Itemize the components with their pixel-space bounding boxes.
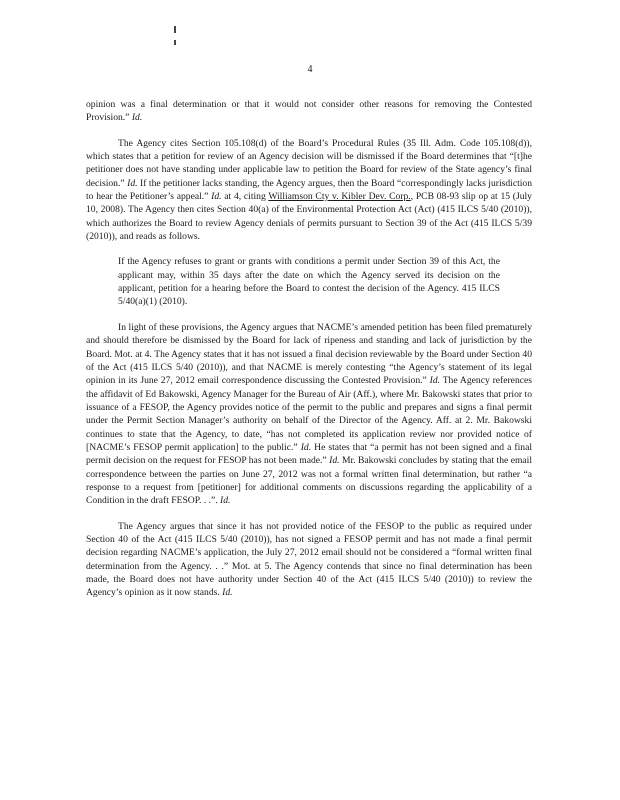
text-run: , PCB 08-93 slip op at 15 (July 10, 2008). The Agency then cites Section 40(a) of the Environmental Protection Act (Act) (415 ILCS 5/40 (2010)), which authorizes the Board to review Agency denials of permits pursuant to Section 39 of the Act (415 ILCS 5/39 (2010)), and reads as follows. (86, 191, 532, 243)
citation-id: Id. (127, 177, 138, 189)
text-run: He states that “a permit has not been signed and a final permit decision on the request for FESOP has not been made.” (86, 441, 533, 467)
body-paragraph (86, 520, 532, 600)
text-run: The Agency argues that since it has not provided notice of the FESOP to the public as required under Section 40 of the Act (415 ILCS 5/40 (2010)), has not signed a FESOP permit and has not made a final permit decision regarding NACME’s application, the July 27, 2012 email should not be considered a “formal written final determination from the Agency. . .” Mot. at 5. The Agency contends that since no final determination has been made, the Board does not have authority under Section 40 of the Act (415 ILCS 5/40 (2010)) to review the Agency’s opinion as it now stands. (86, 520, 532, 599)
text-run: Mr. Bakowski concludes by stating that the email correspondence between the parties on June 27, 2012 was not a formal written final determination, but rather “a response to a request from [petitioner] for additional comments on discussions regarding the applicability of a Condition in the draft FESOP. . .”. (86, 455, 533, 507)
body-paragraph (86, 137, 532, 244)
citation-id: Id. (222, 587, 233, 599)
document-body (86, 98, 532, 612)
citation-id: Id. (300, 441, 312, 453)
scan-artifact-mark (174, 40, 176, 45)
citation-id: Id. (329, 455, 340, 467)
case-name: Williamson Cty v. Kibler Dev. Corp. (268, 191, 411, 203)
block-quote (118, 255, 500, 308)
citation-id: Id. (220, 495, 231, 507)
body-paragraph (86, 98, 532, 125)
text-run: opinion was a final determination or that it would not consider other reasons for removing the Contested Provision.” (86, 99, 532, 124)
text-run: The Agency cites Section 105.108(d) of the Board’s Procedural Rules (35 Ill. Adm. Code 105.108(d)), which states that a petition for review of an Agency decision will be dismissed if the Board determines that “[t]he petitioner does not have standing under applicable law to petition the Board for review of the State agency’s final decision.” (86, 137, 532, 189)
body-paragraph (86, 321, 532, 508)
scan-artifact-mark (174, 26, 176, 33)
text-run: In light of these provisions, the Agency argues that NACME’s amended petition has been filed prematurely and should therefore be dismissed by the Board for lack of ripeness and standing and lack of jurisdiction by the Board. Mot. at 4. The Agency states that it has not issued a final decision reviewable by the Board under Section 40 of the Act (415 ILCS 5/40 (2010)), and that NACME is merely contesting “the Agency’s statement of its legal opinion in its June 27, 2012 email correspondence discussing the Contested Provision.” (86, 321, 532, 387)
text-run: The Agency references the affidavit of Ed Bakowski, Agency Manager for the Bureau of Air (Aff.), where Mr. Bakowski states that prior to issuance of a FESOP, the Agency provides notice of the permit to the public and prepares and signs a final permit under the Permit Section Manager’s authority on behalf of the Director of the Agency. Aff. at 2. Mr. Bakowski continues to state that the Agency, to date, “has not completed its application review nor provided notice of [NACME’s FESOP permit application] to the public.” (86, 375, 532, 453)
citation-id: Id. (131, 112, 143, 124)
text-run: If the petitioner lacks standing, the Agency argues, then the Board “correspondingly lacks jurisdiction to hear the Petitioner’s appeal.” (86, 177, 533, 203)
text-run: at 4, citing (221, 191, 269, 203)
page-number: 4 (307, 64, 313, 75)
citation-id: Id. (429, 375, 441, 387)
citation-id: Id. (211, 191, 222, 203)
text-run: If the Agency refuses to grant or grants with conditions a permit under Section 39 of this Act, the applicant may, within 35 days after the date on which the Agency served its decision on the applicant, petition for a hearing before the Board to contest the decision of the Agency. 415 ILCS 5/40(a)(1) (2010). (118, 256, 500, 308)
